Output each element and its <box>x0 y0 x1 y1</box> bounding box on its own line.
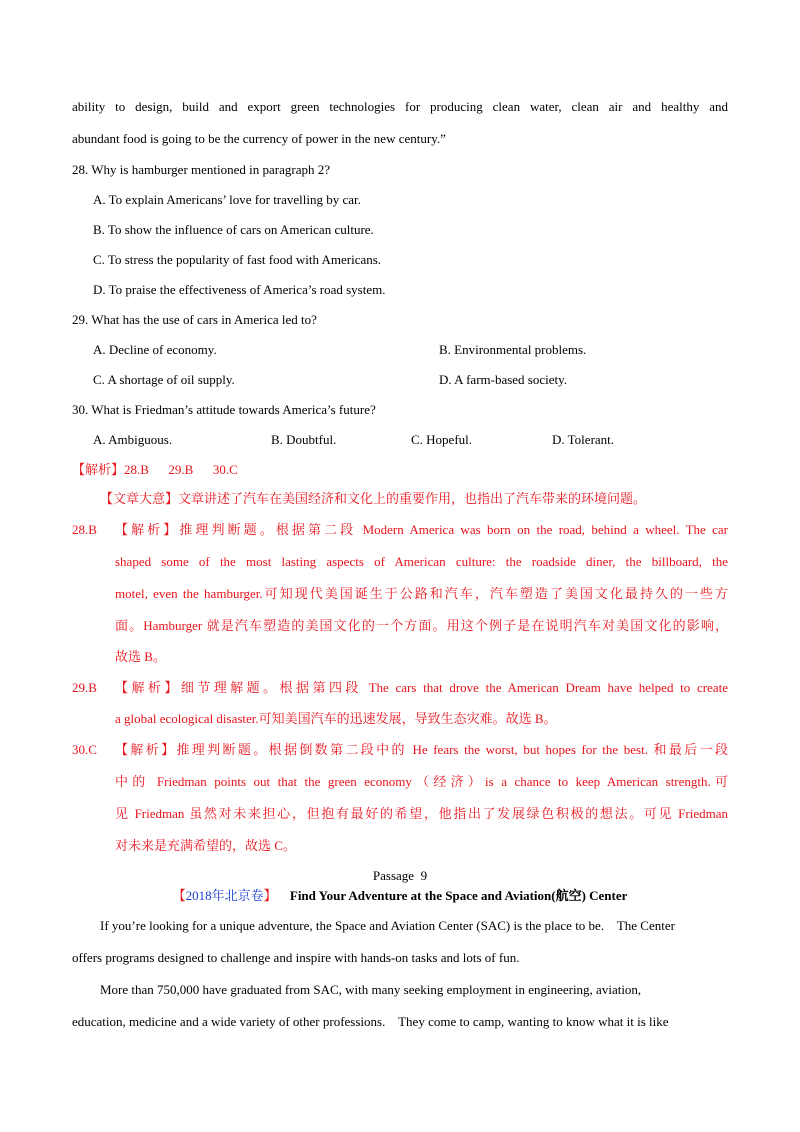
passage-title: Find Your Adventure at the Space and Aviation(航空) Center <box>289 888 628 903</box>
analysis-30-line: 对未来是充满希望的，故选 C。 <box>115 838 296 853</box>
analysis-28-number: 28.B <box>72 522 97 537</box>
passage-paragraph-line: More than 750,000 have graduated from SAC, with many seeking employment in engineering, aviation, <box>100 982 642 997</box>
passage-source: 2018年北京卷 <box>185 888 264 903</box>
analysis-28-line: shaped some of the most lasting aspects of American culture: the roadside diner, the billboard, the <box>115 554 728 569</box>
question-28-option-d: D. To praise the effectiveness of America’s road system. <box>93 282 386 297</box>
analysis-summary: 【文章大意】文章讲述了汽车在美国经济和文化上的重要作用，也指出了汽车带来的环境问题。 <box>100 491 647 506</box>
question-29-option-b: B. Environmental problems. <box>439 342 587 357</box>
analysis-28-line: 故选 B。 <box>115 649 166 664</box>
passage-paragraph-line: If you’re looking for a unique adventure, the Space and Aviation Center (SAC) is the place to be. The Center <box>100 918 675 933</box>
analysis-30-number: 30.C <box>72 742 97 757</box>
question-28-option-b: B. To show the influence of cars on American culture. <box>93 222 374 237</box>
question-29-option-a: A. Decline of economy. <box>93 342 217 357</box>
question-28-option-c: C. To stress the popularity of fast food with Americans. <box>93 252 382 267</box>
passage-label: Passage 9 <box>372 868 428 883</box>
analysis-30-line: 见 Friedman 虽然对未来担心，但抱有最好的希望，他指出了发展绿色积极的想法。可见 Friedman <box>115 806 728 821</box>
source-bracket-close: 】 <box>263 888 277 903</box>
analysis-30-line: 中的 Friedman points out that the green economy（经济）is a chance to keep American strength.可 <box>115 774 728 789</box>
passage-heading <box>0 888 800 904</box>
question-28-stem: 28. Why is hamburger mentioned in paragraph 2? <box>72 162 331 177</box>
passage-paragraph-line: education, medicine and a wide variety of other professions. They come to camp, wanting to know what it is like <box>72 1014 669 1029</box>
analysis-29-line: a global ecological disaster.可知美国汽车的迅速发展，导致生态灾难。故选 B。 <box>115 711 557 726</box>
analysis-28-line: motel, even the hamburger.可知现代美国诞生于公路和汽车，汽车塑造了美国文化最持久的一些方 <box>115 586 728 601</box>
analysis-29-line: 【解析】细节理解题。根据第四段 The cars that drove the American Dream have helped to create <box>115 680 728 695</box>
question-30-option-a: A. Ambiguous. <box>93 432 173 447</box>
question-29-option-d: D. A farm-based society. <box>439 372 568 387</box>
question-28-option-a: A. To explain Americans’ love for travelling by car. <box>93 192 361 207</box>
question-30-option-b: B. Doubtful. <box>271 432 337 447</box>
analysis-29-number: 29.B <box>72 680 97 695</box>
passage-paragraph-line: offers programs designed to challenge and inspire with hands-on tasks and lots of fun. <box>72 950 520 965</box>
question-30-option-d: D. Tolerant. <box>552 432 615 447</box>
analysis-28-line: 【解析】推理判断题。根据第二段 Modern America was born on the road, behind a wheel. The car <box>115 522 728 537</box>
paragraph-line: ability to design, build and export green technologies for producing clean water, clean air and healthy and <box>72 99 728 114</box>
paragraph-line: abundant food is going to be the currency of power in the new century.” <box>72 131 446 146</box>
question-29-stem: 29. What has the use of cars in America led to? <box>72 312 317 327</box>
analysis-answer-key: 【解析】28.B 29.B 30.C <box>72 462 238 477</box>
analysis-28-line: 面。Hamburger 就是汽车塑造的美国文化的一个方面。用这个例子是在说明汽车对美国文化的影响， <box>115 618 728 633</box>
source-bracket-open: 【 <box>172 888 186 903</box>
analysis-30-line: 【解析】推理判断题。根据倒数第二段中的 He fears the worst, but hopes for the best. 和最后一段 <box>115 742 728 757</box>
question-29-option-c: C. A shortage of oil supply. <box>93 372 235 387</box>
question-30-option-c: C. Hopeful. <box>411 432 473 447</box>
question-30-stem: 30. What is Friedman’s attitude towards America’s future? <box>72 402 376 417</box>
